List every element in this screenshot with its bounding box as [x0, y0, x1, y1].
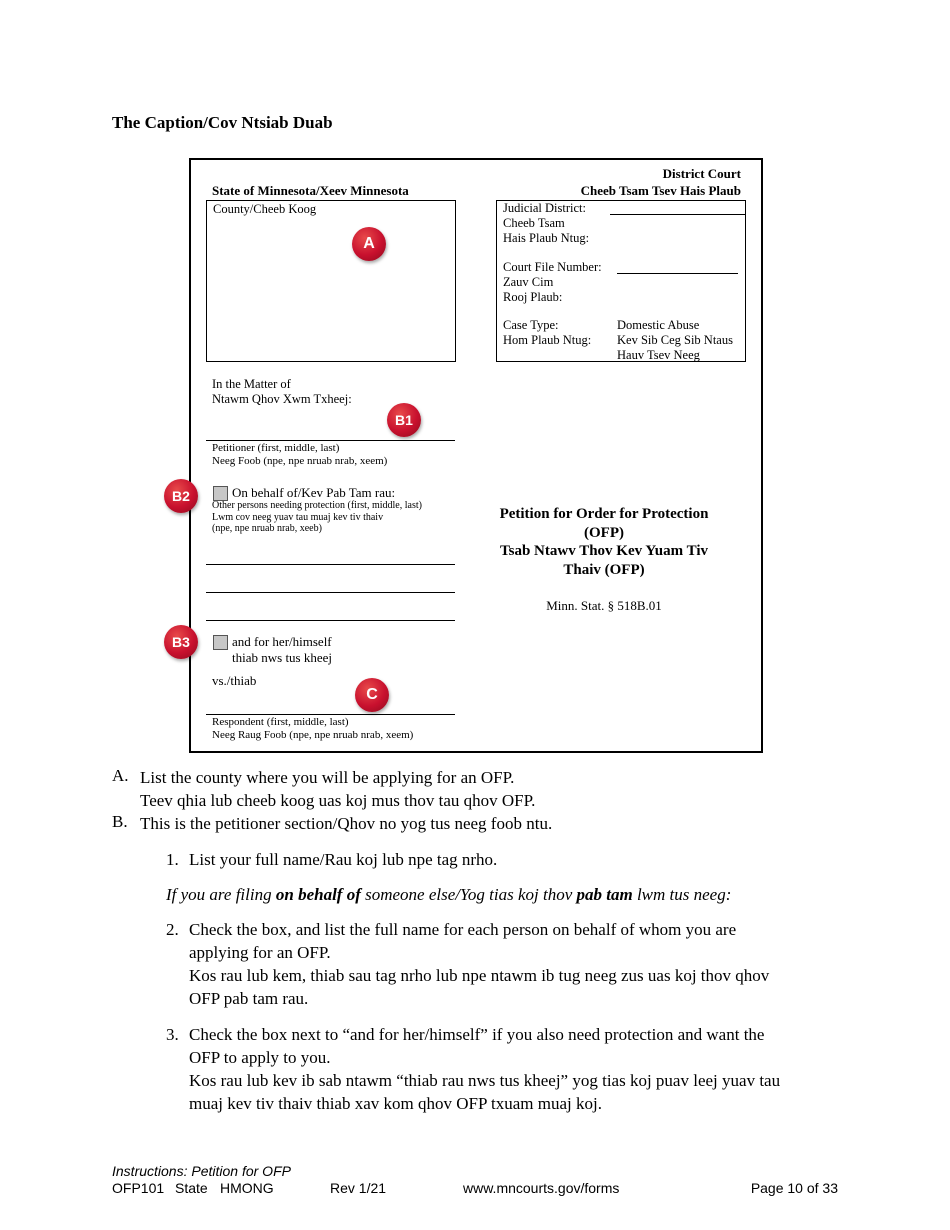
marker-a: A — [352, 227, 386, 261]
item-2-text: Check the box, and list the full name for each person on behalf of whom you are applying for an OFP. Kos rau lub kem, thiab sau tag nrho lub npe ntawm ib tug neeg zus uas koj thov qhov OFP pab tam rau. — [189, 920, 770, 1008]
self-checkbox[interactable] — [213, 635, 228, 650]
marker-b2: B2 — [164, 479, 198, 513]
footer-url[interactable]: www.mncourts.gov/forms — [463, 1180, 620, 1196]
marker-b3: B3 — [164, 625, 198, 659]
court-line1: District Court — [662, 166, 741, 181]
on-behalf-of-label: On behalf of/Kev Pab Tam rau: — [232, 485, 396, 500]
other-person-line-3 — [206, 620, 455, 621]
petitioner-label: Petitioner (first, middle, last) Neeg Foob (npe, npe nruab nrab, xeem) — [212, 442, 388, 467]
behalf-intro: If you are filing on behalf of someone else/Yog tias koj thov pab tam lwm tus neeg: — [166, 885, 732, 904]
county-label: County/Cheeb Koog — [213, 202, 317, 216]
marker-c: C — [355, 678, 389, 712]
item-2-number: 2. — [166, 920, 179, 939]
footer-revision: Rev 1/21 — [330, 1180, 387, 1196]
court-file-number-label: Court File Number: Zauv Cim Rooj Plaub: — [503, 260, 602, 304]
court-line2: Cheeb Tsam Tsev Hais Plaub — [580, 183, 741, 198]
case-info-box — [496, 200, 746, 362]
on-behalf-of-checkbox[interactable] — [213, 486, 228, 501]
footer-state: State — [175, 1180, 208, 1196]
respondent-line — [206, 714, 455, 715]
self-label: and for her/himself thiab nws tus kheej — [232, 634, 333, 665]
item-1-number: 1. — [166, 850, 179, 869]
vs-label: vs./thiab — [212, 673, 257, 688]
petition-title: Petition for Order for Protection (OFP) Tsab Ntawv Thov Kev Yuam Tiv Thaiv (OFP) — [499, 506, 709, 578]
court-file-number-line — [617, 273, 738, 274]
footer-page-number: Page 10 of 33 — [750, 1180, 838, 1196]
case-type-value: Domestic Abuse Kev Sib Ceg Sib Ntaus Hauv Tsev Neeg — [617, 318, 733, 362]
case-type-label: Case Type: Hom Plaub Ntug: — [503, 318, 592, 347]
footer-form-id: OFP101 — [112, 1180, 165, 1196]
matter-label: In the Matter of Ntawm Qhov Xwm Txheej: — [212, 377, 352, 406]
court-heading — [581, 166, 741, 199]
petitioner-line — [206, 440, 455, 441]
page-title: The Caption/Cov Ntsiab Duab — [112, 113, 333, 132]
statute-citation: Minn. Stat. § 518B.01 — [546, 598, 662, 613]
item-1-text: List your full name/Rau koj lub npe tag nrho. — [189, 850, 498, 869]
box-divider-line — [610, 214, 745, 215]
state-label: State of Minnesota/Xeev Minnesota — [212, 183, 409, 198]
other-person-line-1 — [206, 564, 455, 565]
marker-b1: B1 — [387, 403, 421, 437]
item-3-number: 3. — [166, 1025, 179, 1044]
instruction-a-letter: A. — [112, 766, 129, 785]
item-3-text: Check the box next to “and for her/himself” if you also need protection and want the OFP to apply to you. Kos rau lub kev ib sab ntawm “thiab rau nws tus kheej” yog tias koj puav leej yuav tau muaj kev tiv thaiv thiab xav kom qhov OFP txuam muaj koj. — [189, 1025, 781, 1113]
other-person-line-2 — [206, 592, 455, 593]
caption-sample-form — [189, 158, 763, 753]
footer-language: HMONG — [220, 1180, 274, 1196]
instruction-b: This is the petitioner section/Qhov no yog tus neeg foob ntu. — [140, 814, 553, 833]
judicial-district-label: Judicial District: Cheeb Tsam Hais Plaub Ntug: — [503, 201, 590, 245]
respondent-label: Respondent (first, middle, last) Neeg Raug Foob (npe, npe nruab nrab, xeem) — [212, 716, 414, 741]
instruction-a: List the county where you will be applying for an OFP. Teev qhia lub cheeb koog uas koj mus thov tau qhov OFP. — [140, 768, 536, 810]
instruction-b-letter: B. — [112, 812, 128, 831]
footer-doc-title: Instructions: Petition for OFP — [112, 1163, 291, 1179]
on-behalf-of-sublabel: Other persons needing protection (first, middle, last) Lwm cov neeg yuav tau muaj kev tiv thaiv (npe, npe nruab nrab, xeeb) — [212, 500, 422, 534]
county-box — [206, 200, 456, 362]
